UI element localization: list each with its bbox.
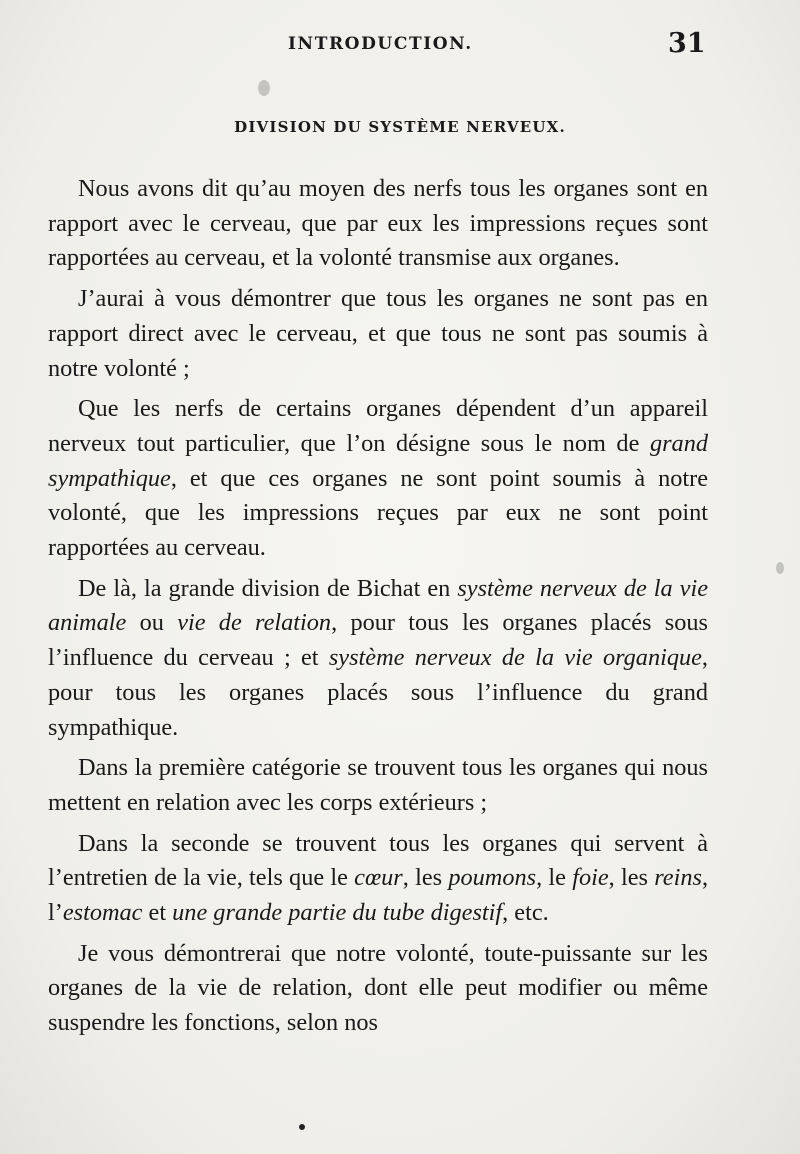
paragraph (48, 937, 708, 1041)
text-run: Que les nerfs de certains organes dépendent d’un appareil nerveux tout particulier, que l’on désigne sous le nom de (48, 395, 708, 457)
text-run: , les (402, 864, 449, 892)
body-text (48, 172, 708, 1047)
text-run: , pour tous les organes placés sous l’influence du cerveau ; et (48, 609, 709, 672)
text-run: ou (126, 609, 178, 637)
text-run: , pour tous les organes placés sous l’influence du grand sympathique. (48, 644, 708, 741)
paragraph (48, 172, 708, 276)
text-run: et (142, 899, 173, 927)
section-title: DIVISION DU SYSTÈME NERVEUX. (234, 118, 566, 136)
text-run: Dans la première catégorie se trouvent tous les organes qui nous mettent en relation avec les corps extérieurs ; (48, 754, 708, 816)
italic-term: système nerveux de la vie animale (48, 574, 709, 637)
paragraph (48, 282, 708, 386)
paragraph (48, 827, 708, 931)
italic-term: une grande partie du tube digestif (172, 899, 503, 927)
italic-term: foie (572, 864, 609, 892)
page-number: 31 (668, 28, 706, 59)
ink-blot (776, 562, 784, 574)
paragraph (48, 751, 708, 820)
running-title: INTRODUCTION. (288, 34, 473, 54)
text-run: Nous avons dit qu’au moyen des nerfs tous les organes sont en rapport avec le cerveau, que par eux les impressions reçues sont rapportées au cerveau, et la volonté transmise aux organes. (48, 175, 708, 272)
text-run: De là, la grande division de Bichat en (78, 574, 458, 602)
ink-blot (258, 80, 270, 96)
text-run: Je vous démontrerai que notre volonté, toute-puissante sur les organes de la vie de relation, dont elle peut modifier ou même suspendre les fonctions, selon nos (48, 939, 708, 1037)
text-run: , et que ces organes ne sont point soumis à notre volonté, que les impressions reçues par eux ne sont point rapportées au cerveau. (48, 464, 708, 562)
ink-dot (299, 1124, 305, 1130)
text-run: J’aurai à vous démontrer que tous les organes ne sont pas en rapport direct avec le cerveau, et que tous ne sont pas soumis à notre volonté ; (48, 285, 708, 382)
text-run: , etc. (502, 899, 549, 927)
text-run: , l’ (48, 864, 709, 927)
italic-term: estomac (62, 899, 143, 927)
italic-term: cœur (354, 864, 403, 892)
italic-term: poumons (448, 864, 537, 892)
running-head (0, 30, 800, 66)
italic-term: reins (654, 864, 702, 892)
italic-term: vie de relation (177, 609, 332, 637)
paragraph (48, 392, 708, 566)
italic-term: système nerveux de la vie organique (328, 644, 702, 672)
text-run: , le (536, 864, 573, 892)
italic-term: grand sympathique (48, 429, 708, 492)
text-run: Dans la seconde se trouvent tous les organes qui servent à l’entretien de la vie, tels que le (48, 829, 708, 892)
text-run: , les (608, 864, 655, 892)
paragraph (48, 572, 708, 746)
